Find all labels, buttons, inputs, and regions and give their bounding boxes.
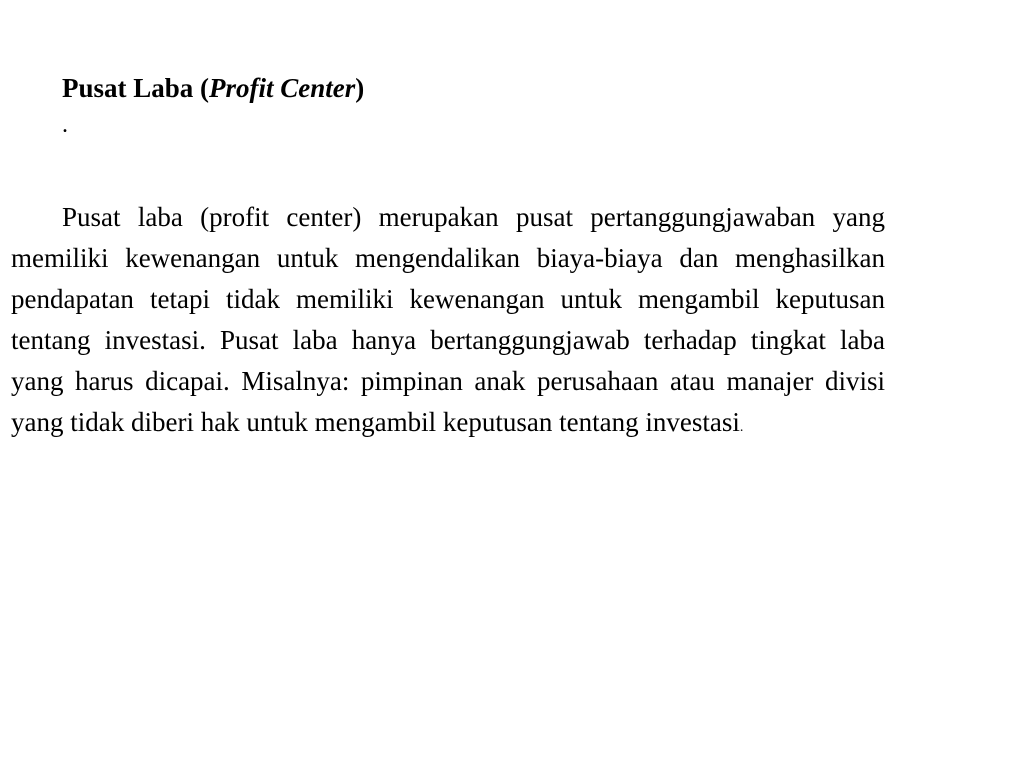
slide-heading xyxy=(62,68,364,108)
separator-dot: . xyxy=(62,112,68,138)
paragraph-text: Pusat laba (profit center) merupakan pusat pertanggungjawaban yang memiliki kewenangan untuk mengendalikan biaya-biaya dan menghasilkan pendapatan tetapi tidak memiliki kewenangan untuk mengambil keputusan tentang investasi. Pusat laba hanya bertanggungjawab terhadap tingkat laba yang harus dicapai. Misalnya: pimpinan anak perusahaan atau manajer divisi yang tidak diberi hak untuk mengambil keputusan tentang investasi xyxy=(11,202,885,437)
heading-italic-term: Profit Center xyxy=(209,73,356,103)
paragraph-end-mark: . xyxy=(739,420,744,435)
heading-suffix: ) xyxy=(355,73,365,103)
heading-prefix: Pusat Laba ( xyxy=(62,73,210,103)
body-paragraph xyxy=(11,197,885,448)
